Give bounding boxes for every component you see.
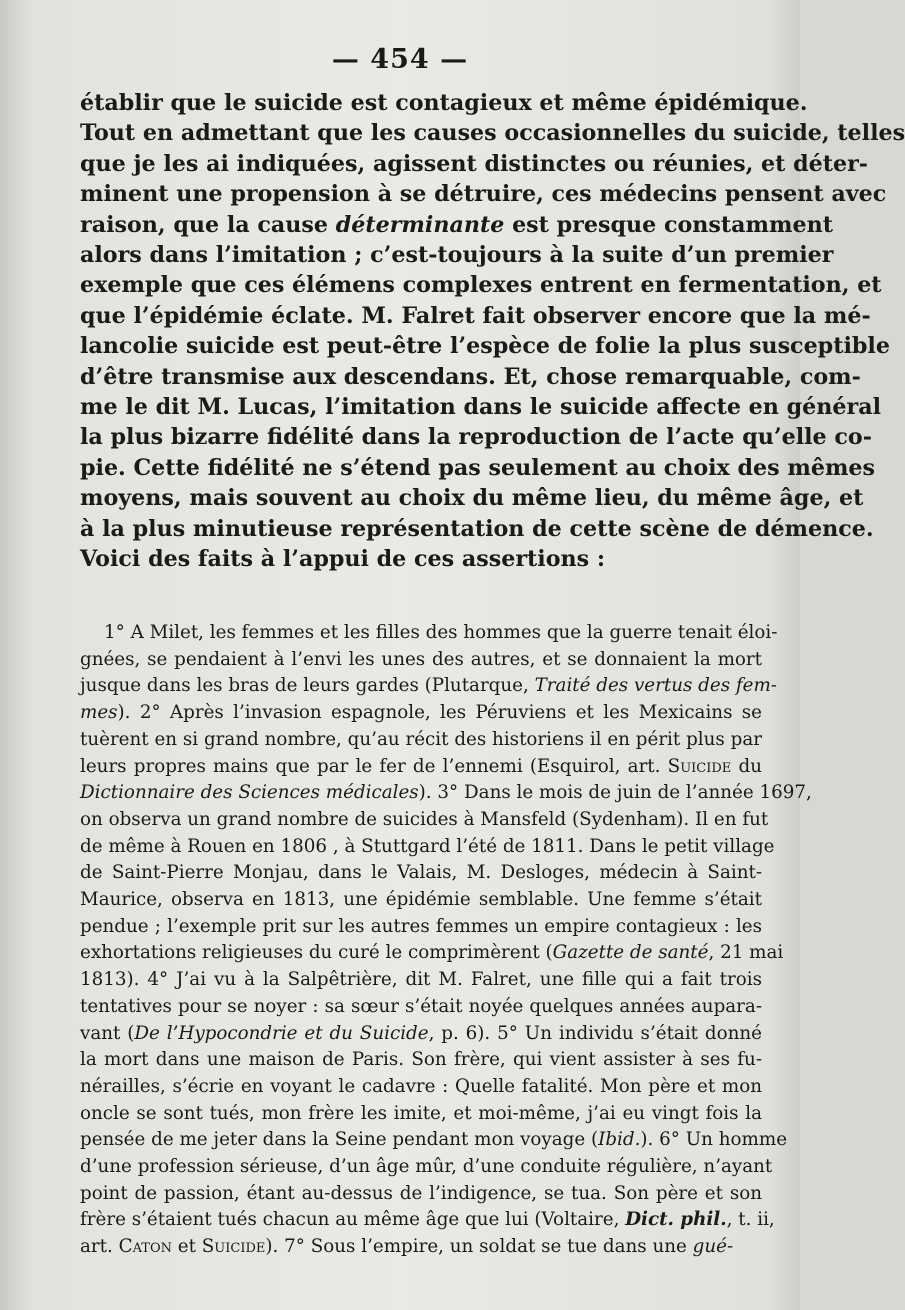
note-line: Maurice, observa en 1813, une épidémie semblable. Une femme s’était: [80, 889, 762, 911]
text-line: la plus bizarre fidélité dans la reproduction de l’acte qu’elle co-: [80, 424, 872, 451]
note-line: 1813). 4° J’ai vu à la Salpêtrière, dit M. Falret, une fille qui a fait trois: [80, 969, 762, 991]
note-line: on observa un grand nombre de suicides à Mansfeld (Sydenham). Il en fut: [80, 808, 769, 830]
note-line: nérailles, s’écrie en voyant le cadavre : Quelle fatalité. Mon père et mon: [80, 1075, 762, 1097]
note-line: de Saint-Pierre Monjau, dans le Valais, M. Desloges, médecin à Saint-: [80, 862, 762, 884]
note-line: exhortations religieuses du curé le comprimèrent (Gazette de santé, 21 mai: [80, 942, 784, 964]
note-line: oncle se sont tués, mon frère les imite, et moi-même, j’ai eu vingt fois la: [80, 1102, 762, 1124]
note-line: gnées, se pendaient à l’envi les unes des autres, et se donnaient la mort: [80, 648, 762, 670]
note-line: tuèrent en si grand nombre, qu’au récit des historiens il en périt plus par: [80, 728, 762, 750]
text-line: me le dit M. Lucas, l’imitation dans le suicide affecte en général: [80, 394, 882, 421]
note-line: leurs propres mains que par le fer de l’ennemi (Esquirol, art. Suicide du: [80, 755, 762, 777]
text-line: exemple que ces élémens complexes entrent en fermentation, et: [80, 272, 882, 299]
note-line: d’une profession sérieuse, d’un âge mûr, d’une conduite régulière, n’ayant: [80, 1156, 773, 1178]
note-line: tentatives pour se noyer : sa sœur s’était noyée quelques années aupara-: [80, 995, 762, 1017]
page-number: — 454 —: [331, 44, 469, 75]
note-line: vant (De l’Hypocondrie et du Suicide, p. 6). 5° Un individu s’était donné: [80, 1022, 762, 1044]
main-paragraph: [80, 88, 905, 575]
note-line: de même à Rouen en 1806 , à Stuttgard l’été de 1811. Dans le petit village: [80, 835, 775, 857]
note-line: art. Caton et Suicide). 7° Sous l’empire, un soldat se tue dans une gué-: [80, 1236, 734, 1258]
text-line: que l’épidémie éclate. M. Falret fait observer encore que la mé-: [80, 302, 871, 329]
text-line: à la plus minutieuse représentation de cette scène de démence.: [80, 515, 874, 542]
text-line: Tout en admettant que les causes occasionnelles du suicide, telles: [80, 120, 905, 147]
text-line: moyens, mais souvent au choix du même lieu, du même âge, et: [80, 485, 864, 512]
note-line: jusque dans les bras de leurs gardes (Plutarque, Traité des vertus des fem-: [80, 675, 777, 697]
note-line: pendue ; l’exemple prit sur les autres femmes un empire contagieux : les: [80, 915, 762, 937]
text-line: Voici des faits à l’appui de ces assertions :: [80, 546, 606, 573]
text-line: pie. Cette fidélité ne s’étend pas seulement au choix des mêmes: [80, 454, 876, 481]
note-line: 1° A Milet, les femmes et les filles des hommes que la guerre tenait éloi-: [104, 622, 778, 643]
text-line: raison, que la cause déterminante est presque constamment: [80, 211, 833, 238]
text-line: lancolie suicide est peut-être l’espèce de folie la plus susceptible: [80, 333, 890, 360]
footnote-block: [80, 620, 812, 1261]
note-line: frère s’étaient tués chacun au même âge que lui (Voltaire, Dict. phil., t. ii,: [80, 1209, 775, 1231]
note-line: la mort dans une maison de Paris. Son frère, qui vient assister à ses fu-: [80, 1049, 762, 1071]
note-line: Dictionnaire des Sciences médicales). 3° Dans le mois de juin de l’année 1697,: [80, 782, 812, 804]
note-line: pensée de me jeter dans la Seine pendant mon voyage (Ibid.). 6° Un homme: [80, 1129, 788, 1151]
text-line: que je les ai indiquées, agissent distinctes ou réunies, et déter-: [80, 150, 869, 177]
text-line: minent une propension à se détruire, ces médecins pensent avec: [80, 181, 887, 208]
text-line: établir que le suicide est contagieux et même épidémique.: [80, 90, 808, 116]
note-line: mes). 2° Après l’invasion espagnole, les Péruviens et les Mexicains se: [80, 702, 762, 724]
text-line: alors dans l’imitation ; c’est-toujours à la suite d’un premier: [80, 242, 834, 269]
note-line: point de passion, étant au-dessus de l’indigence, se tua. Son père et son: [80, 1182, 762, 1204]
text-line: d’être transmise aux descendans. Et, chose remarquable, com-: [80, 363, 861, 390]
